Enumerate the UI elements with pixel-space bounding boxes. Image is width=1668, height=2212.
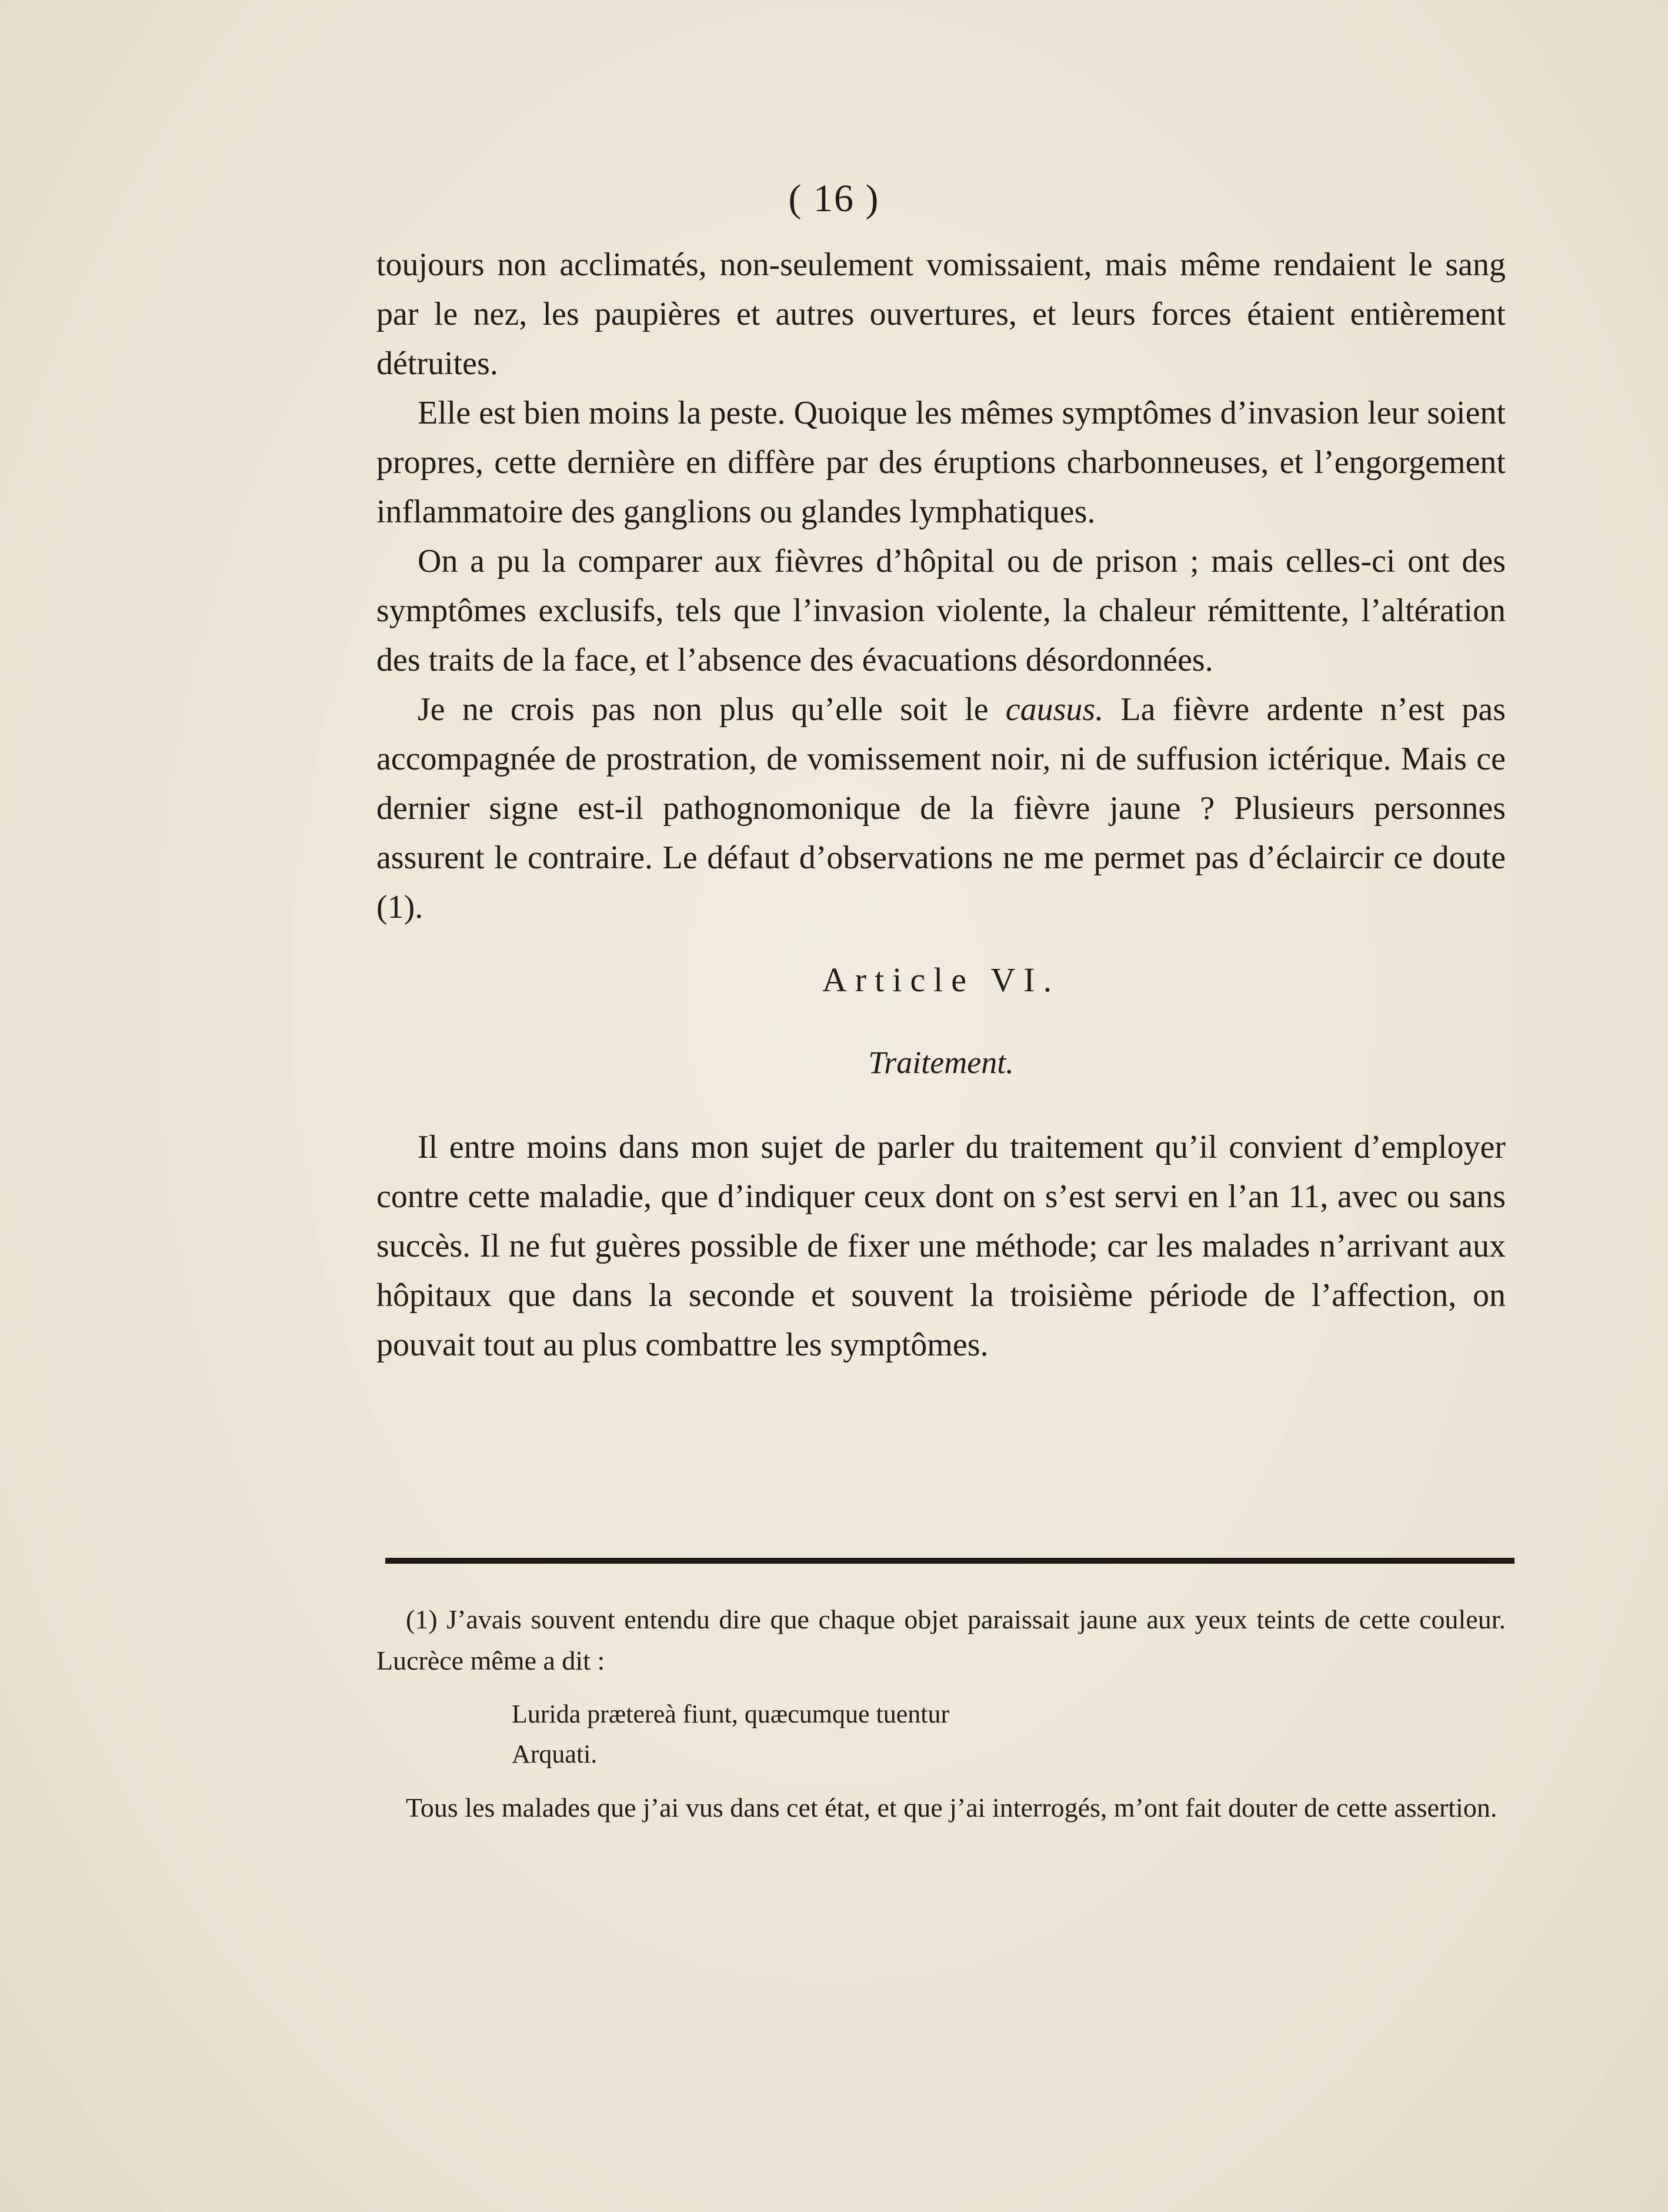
main-text	[376, 240, 1506, 1370]
page-number: ( 16 )	[788, 177, 880, 220]
paragraph-1: toujours non acclimatés, non-seulement vomissaient, mais même rendaient le sang par le nez, les paupières et autres ouvertures, et leurs forces étaient entièrement détruites.	[376, 246, 1506, 382]
causus-term: causus.	[1005, 691, 1104, 728]
paragraph-4	[376, 685, 1506, 932]
footnote-paragraph-2: Tous les malades que j’ai vus dans cet état, et que j’ai interrogés, m’ont fait douter de cette assertion.	[406, 1793, 1497, 1823]
verse-line-2: Arquati.	[512, 1740, 598, 1768]
footnote	[376, 1599, 1506, 1828]
article-heading: Article VI.	[822, 961, 1060, 999]
article-subheading: Traitement.	[868, 1045, 1014, 1080]
footnote-paragraph-1: (1) J’avais souvent entendu dire que chaque objet paraissait jaune aux yeux teints de cette couleur. Lucrèce même a dit :	[376, 1604, 1506, 1675]
paragraph-2: Elle est bien moins la peste. Quoique les mêmes symptômes d’invasion leur soient propres, cette dernière en diffère par des éruptions charbonneuses, et l’engorgement inflammatoire des ganglions ou glandes lymphatiques.	[376, 395, 1506, 530]
verse-line-1: Lurida prætereà fiunt, quæcumque tuentur	[512, 1700, 950, 1728]
paragraph-4-end: La fièvre ardente n’est pas accompagnée de prostration, de vomissement noir, ni de suffusion ictérique. Mais ce dernier signe est-il pathognomonique de la fièvre jaune ? Plusieurs personnes assurent le contraire. Le défaut d’observations ne me permet pas d’éclaircir ce doute (1).	[376, 691, 1506, 925]
verse-quotation	[376, 1681, 1506, 1787]
paragraph-4-start: Je ne crois pas non plus qu’elle soit le	[418, 691, 1006, 728]
paragraph-5: Il entre moins dans mon sujet de parler du traitement qu’il convient d’employer contre cette maladie, que d’indiquer ceux dont on s’est servi en l’an 11, avec ou sans succès. Il ne fut guères possible de fixer une méthode; car les malades n’arrivant aux hôpitaux que dans la seconde et souvent la troisième période de l’affection, on pouvait tout au plus combattre les symptômes.	[376, 1129, 1506, 1363]
footnote-rule	[385, 1558, 1514, 1564]
paragraph-3: On a pu la comparer aux fièvres d’hôpital ou de prison ; mais celles-ci ont des symptômes exclusifs, tels que l’invasion violente, la chaleur rémittente, l’altération des traits de la face, et l’absence des évacuations désordonnées.	[376, 543, 1506, 678]
